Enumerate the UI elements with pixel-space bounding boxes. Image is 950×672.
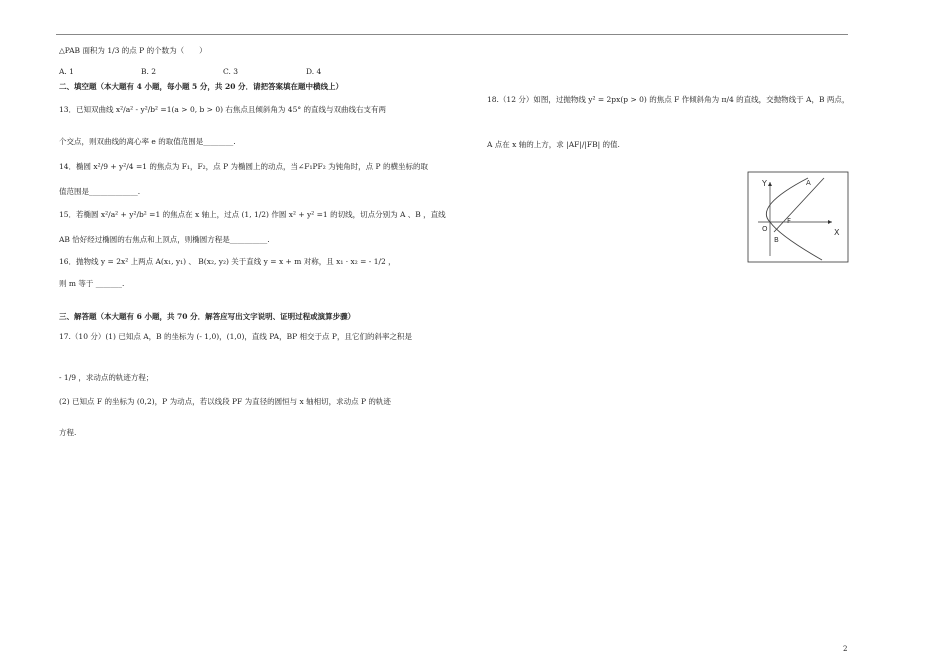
q17-line3: (2) 已知点 F 的坐标为 (0,2)，P 为动点，若以线段 PF 为直径的圆恒与 x 轴相切，求动点 P 的轨迹 — [59, 397, 391, 406]
q16-line2: 则 m 等于 _______. — [59, 279, 125, 288]
label-b: B — [774, 236, 779, 244]
q13-line2: 个交点，则双曲线的离心率 e 的取值范围是________. — [59, 137, 236, 146]
q15-line1: 15．若椭圆 x²/a² + y²/b² =1 的焦点在 x 轴上，过点 (1, 1/2) 作圆 x² + y² =1 的切线，切点分别为 A 、B ，直线 — [59, 210, 446, 219]
q12-option-b: B. 2 — [141, 67, 157, 76]
parabola-curve — [766, 178, 822, 260]
label-y: Y — [762, 179, 767, 188]
q13-line1: 13．已知双曲线 x²/a² - y²/b² =1(a > 0, b > 0) 右焦点且倾斜角为 45° 的直线与双曲线右支有两 — [59, 105, 386, 114]
q18-line1: 18.（12 分）如图，过抛物线 y² = 2px(p > 0) 的焦点 F 作倾斜角为 π/4 的直线，交抛物线于 A，B 两点， — [487, 95, 850, 104]
header-rule — [56, 34, 848, 35]
page-number: 2 — [843, 645, 848, 653]
q17-line1: 17.（10 分）(1) 已知点 A，B 的坐标为 (- 1,0)，(1,0)，直线 PA，BP 相交于点 P，且它们的斜率之积是 — [59, 332, 412, 341]
q12-option-d: D. 4 — [306, 67, 322, 76]
y-axis-arrow — [768, 182, 772, 186]
x-axis-arrow — [828, 220, 832, 224]
chord-ab — [774, 178, 824, 232]
parabola-figure — [744, 170, 850, 264]
q12-option-a: A. 1 — [59, 67, 74, 76]
q12-option-c: C. 3 — [223, 67, 239, 76]
section2-heading: 二、填空题（本大题有 4 小题，每小题 5 分，共 20 分．请把答案填在题中横线上） — [59, 82, 344, 91]
label-x: X — [834, 228, 840, 237]
label-a: A — [806, 179, 811, 187]
q14-line1: 14．椭圆 x²/9 + y²/4 =1 的焦点为 F₁，F₂，点 P 为椭圆上的动点，当∠F₁PF₂ 为钝角时，点 P 的横坐标的取 — [59, 162, 428, 171]
label-f: F — [787, 217, 792, 225]
q15-line2: AB 恰好经过椭圆的右焦点和上顶点，则椭圆方程是__________. — [59, 235, 270, 244]
q17-line4: 方程. — [59, 428, 77, 437]
q12-tail: △PAB 面积为 1/3 的点 P 的个数为（ ） — [59, 46, 207, 55]
section3-heading: 三、解答题（本大题有 6 小题，共 70 分．解答应写出文字说明、证明过程或演算步骤） — [59, 312, 356, 321]
q16-line1: 16．抛物线 y = 2x² 上两点 A(x₁, y₁) 、 B(x₂, y₂) 关于直线 y = x + m 对称，且 x₁ · x₂ = - 1/2 ， — [59, 257, 396, 266]
q18-line2: A 点在 x 轴的上方，求 |AF|/|FB| 的值. — [487, 140, 620, 149]
q17-line2: - 1/9 ，求动点的轨迹方程； — [59, 373, 154, 382]
label-o: O — [762, 225, 768, 233]
q14-line2: 值范围是_____________. — [59, 187, 141, 196]
